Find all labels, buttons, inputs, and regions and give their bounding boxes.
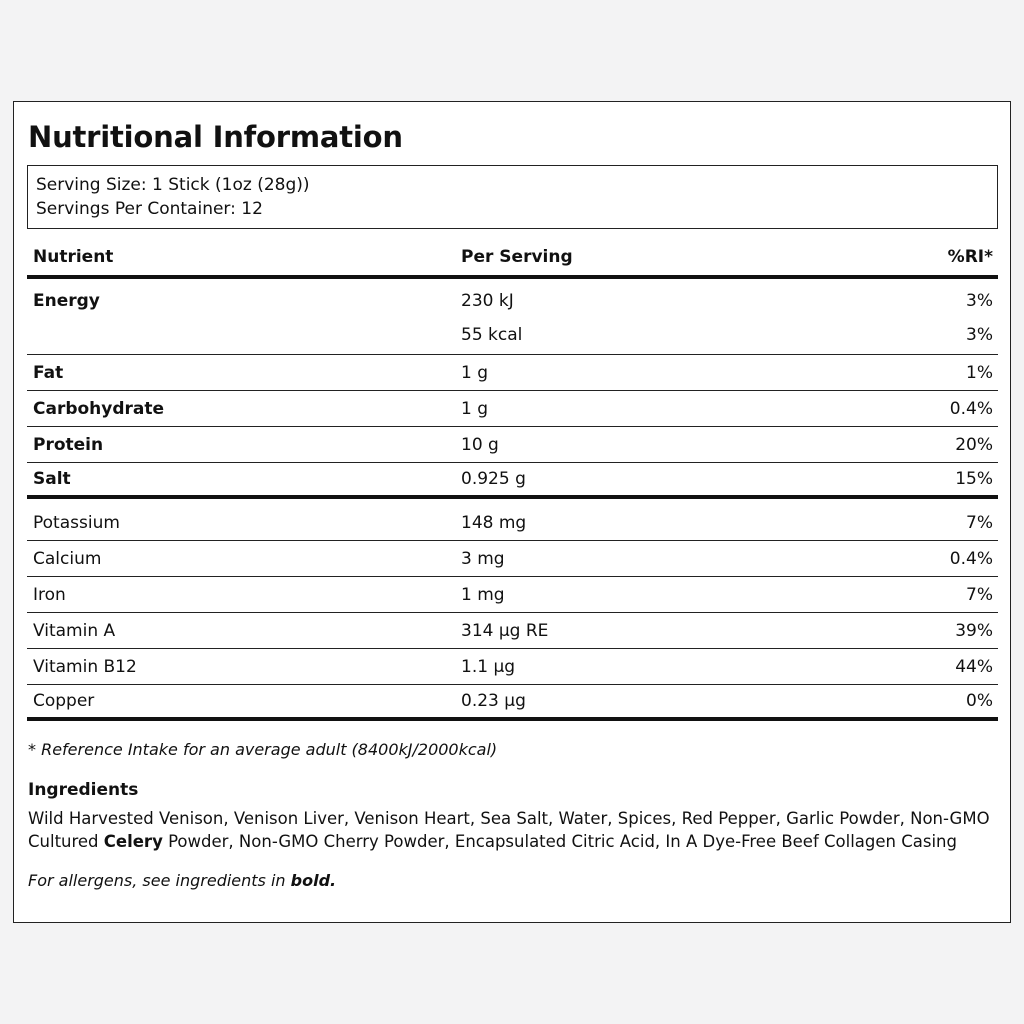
table-row-potassium: [27, 499, 998, 541]
nutrient-name: Salt: [33, 469, 71, 489]
nutrient-ri: 7%: [966, 512, 993, 533]
nutrient-ri: 0.4%: [949, 398, 993, 419]
nutrient-name: Iron: [33, 584, 66, 605]
page-title: Nutritional Information: [28, 120, 403, 154]
ingredients-text: [28, 807, 1003, 853]
ingredients-part-1: Wild Harvested Venison, Venison Liver, Venison Heart, Sea Salt, Water, Spices, Red Pepper, Garlic Powder, Non-GMO Cultured: [28, 809, 990, 851]
nutrient-value: 1 mg: [461, 584, 505, 605]
ingredients-part-2: Powder, Non-GMO Cherry Powder, Encapsulated Citric Acid, In A Dye-Free Beef Collagen Casing: [162, 832, 957, 851]
energy-kj-ri: 3%: [966, 291, 993, 311]
allergen-note-bold: bold.: [290, 871, 337, 890]
allergen-ingredient: Celery: [103, 832, 163, 851]
servings-per-container: Servings Per Container: 12: [36, 199, 263, 219]
nutrient-ri: 0%: [966, 691, 993, 711]
nutrient-name: Vitamin B12: [33, 656, 137, 677]
nutrient-value: 1 g: [461, 362, 489, 383]
table-row-carbohydrate: [27, 391, 998, 427]
nutrient-ri: 7%: [966, 584, 993, 605]
nutrition-panel: [13, 101, 1011, 923]
nutrient-name: Protein: [33, 434, 104, 455]
nutrient-value: 314 µg RE: [461, 620, 549, 641]
nutrient-value: 148 mg: [461, 512, 527, 533]
nutrient-name: Fat: [33, 362, 64, 383]
nutrient-value: 10 g: [461, 434, 499, 455]
nutrient-name: Energy: [33, 291, 100, 311]
nutrient-name: Vitamin A: [33, 620, 116, 641]
table-row-iron: [27, 577, 998, 613]
nutrient-value: 3 mg: [461, 548, 505, 569]
nutrient-name: Calcium: [33, 548, 102, 569]
nutrient-value: 0.23 µg: [461, 691, 526, 711]
nutrient-value: 1 g: [461, 398, 489, 419]
serving-info-box: [27, 165, 998, 229]
table-header-row: [27, 234, 998, 279]
nutrient-ri: 0.4%: [949, 548, 993, 569]
nutrient-ri: 39%: [955, 620, 993, 641]
table-row-vitamin-a: [27, 613, 998, 649]
nutrient-name: Potassium: [33, 512, 120, 533]
table-row-copper: [27, 685, 998, 721]
reference-intake-footnote: * Reference Intake for an average adult (8400kJ/2000kcal): [28, 740, 498, 759]
nutrient-ri: 15%: [955, 469, 993, 489]
table-row-energy: [27, 279, 998, 355]
nutrient-ri: 1%: [966, 362, 993, 383]
allergen-note: [28, 871, 336, 890]
nutrient-name: Copper: [33, 691, 95, 711]
table-row-salt: [27, 463, 998, 499]
energy-ri: [798, 291, 998, 359]
energy-kcal: 55 kcal: [461, 325, 523, 345]
energy-kj: 230 kJ: [461, 291, 514, 311]
table-row-calcium: [27, 541, 998, 577]
nutrition-table: [27, 234, 998, 721]
table-row-fat: [27, 355, 998, 391]
table-row-protein: [27, 427, 998, 463]
header-per-serving: Per Serving: [461, 246, 573, 267]
ingredients-heading: Ingredients: [28, 780, 139, 800]
nutrient-value: 0.925 g: [461, 469, 526, 489]
header-ri: %RI*: [947, 246, 993, 267]
nutrient-ri: 44%: [955, 656, 993, 677]
table-row-vitamin-b12: [27, 649, 998, 685]
energy-values: [461, 291, 798, 359]
nutrient-ri: 20%: [955, 434, 993, 455]
nutrient-value: 1.1 µg: [461, 656, 516, 677]
serving-size: Serving Size: 1 Stick (1oz (28g)): [36, 175, 310, 195]
energy-kcal-ri: 3%: [966, 325, 993, 345]
header-nutrient: Nutrient: [33, 246, 114, 267]
allergen-note-text: For allergens, see ingredients in: [28, 871, 291, 890]
nutrient-name: Carbohydrate: [33, 398, 165, 419]
